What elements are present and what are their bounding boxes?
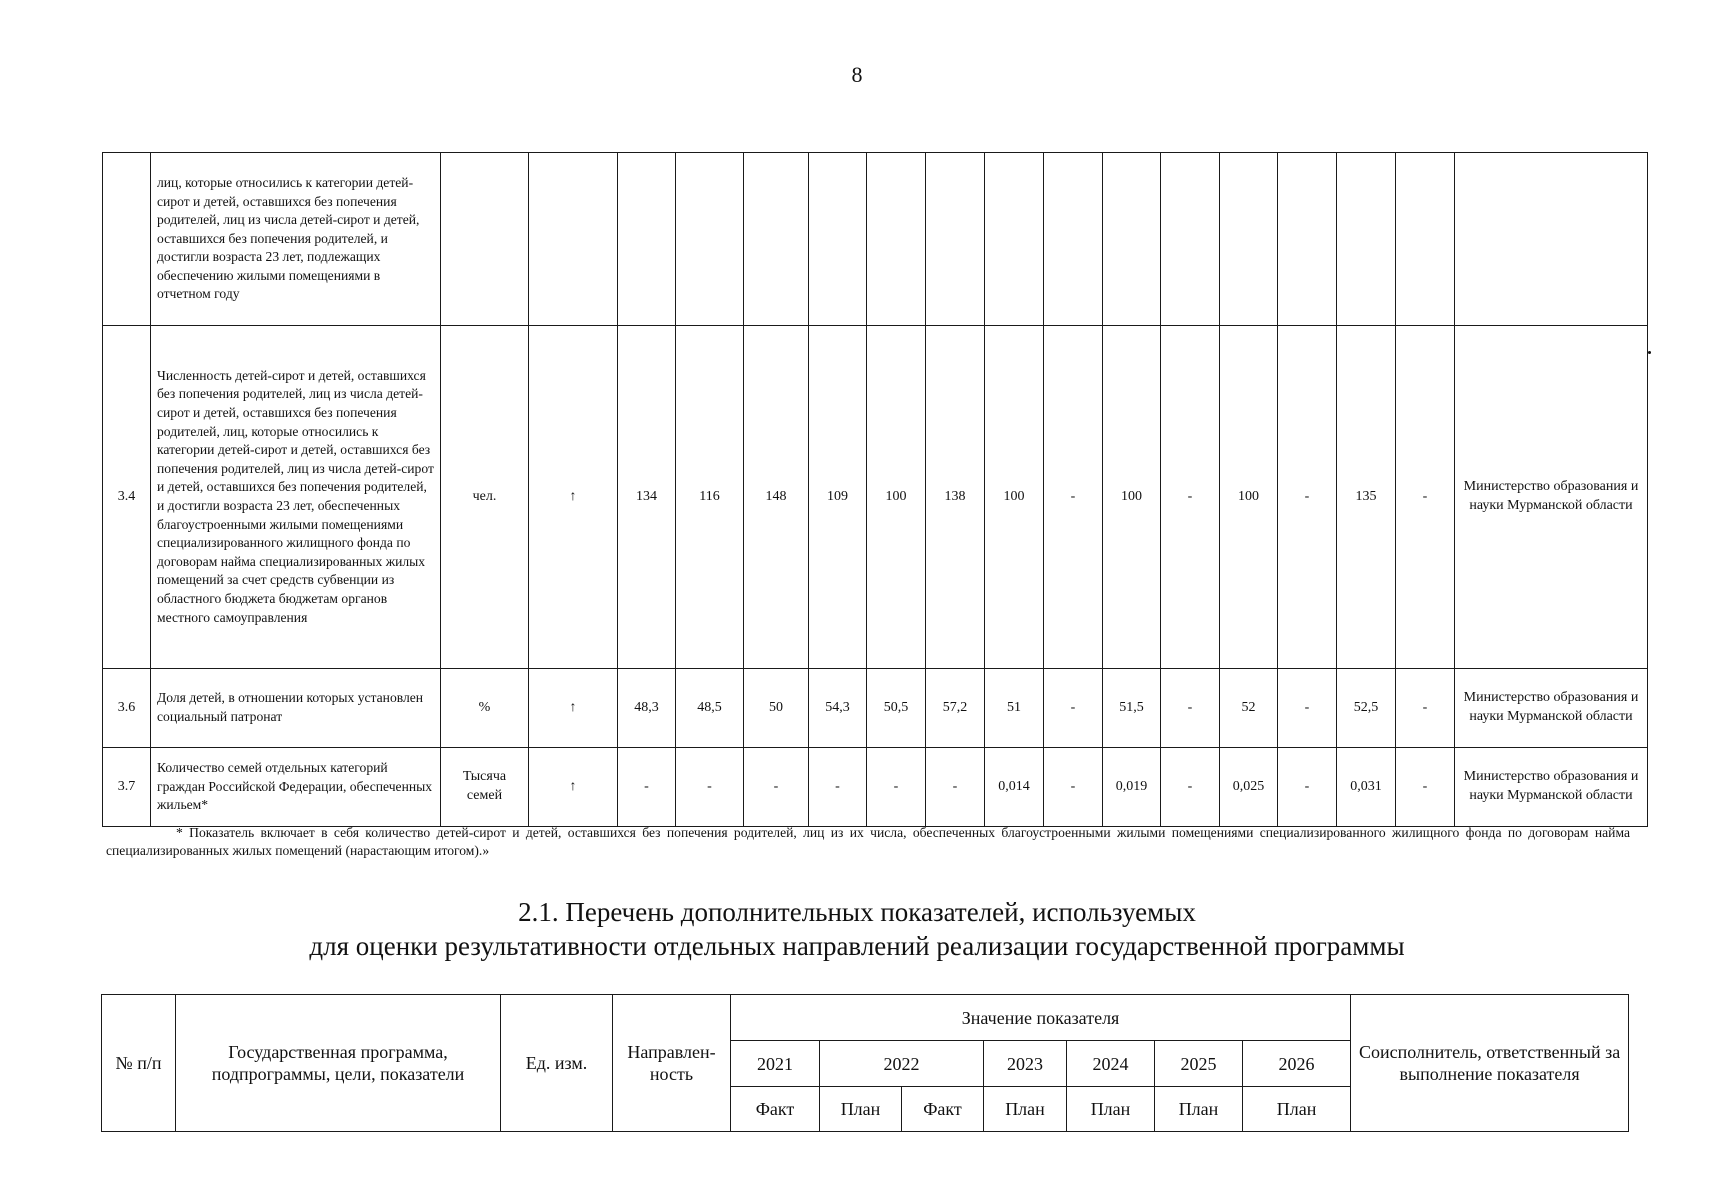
table-row <box>103 748 1648 827</box>
row-value: - <box>1044 748 1103 827</box>
row-value: - <box>1278 326 1337 669</box>
row-unit: % <box>441 669 529 748</box>
header-kind: Факт <box>731 1087 820 1132</box>
row-value: - <box>1396 669 1455 748</box>
row-name: Количество семей отдельных категорий граждан Российской Федерации, обеспеченных жильем* <box>151 748 441 827</box>
header-year: 2021 <box>731 1041 820 1087</box>
header-value-group: Значение показателя <box>731 995 1351 1041</box>
row-value: 51,5 <box>1103 669 1161 748</box>
row-value: 0,025 <box>1220 748 1278 827</box>
row-unit <box>441 153 529 326</box>
row-value <box>676 153 744 326</box>
header-kind: План <box>1155 1087 1243 1132</box>
row-value <box>618 153 676 326</box>
row-value: 48,3 <box>618 669 676 748</box>
header-num: № п/п <box>102 995 176 1132</box>
header-year: 2026 <box>1243 1041 1351 1087</box>
row-unit: чел. <box>441 326 529 669</box>
row-value: 100 <box>1220 326 1278 669</box>
row-name: лиц, которые относились к категории детей-сирот и детей, оставшихся без попечения родителей, лиц из числа детей-сирот и детей, оставшихся без попечения родителей, и достигли возраста 23 лет, подлежащих обеспечению жилыми помещениями в отчетном году <box>151 153 441 326</box>
row-value <box>985 153 1044 326</box>
row-value: 148 <box>744 326 809 669</box>
row-name: Доля детей, в отношении которых установлен социальный патронат <box>151 669 441 748</box>
row-value: - <box>676 748 744 827</box>
header-year: 2022 <box>820 1041 984 1087</box>
row-value: 50,5 <box>867 669 926 748</box>
row-value: - <box>867 748 926 827</box>
row-value <box>1044 153 1103 326</box>
header-name: Государственная программа, подпрограммы, цели, показатели <box>176 995 501 1132</box>
header-responsible: Соисполнитель, ответственный за выполнение показателя <box>1351 995 1629 1132</box>
row-value: - <box>926 748 985 827</box>
row-value: 109 <box>809 326 867 669</box>
header-kind: План <box>1067 1087 1155 1132</box>
indicators-table <box>102 152 1648 827</box>
row-value: 0,014 <box>985 748 1044 827</box>
row-responsible: Министерство образования и науки Мурманской области <box>1455 748 1648 827</box>
row-num: 3.4 <box>103 326 151 669</box>
table-row <box>103 669 1648 748</box>
row-num: 3.7 <box>103 748 151 827</box>
row-direction: ↑ <box>529 748 618 827</box>
row-value: - <box>1396 748 1455 827</box>
header-direction: Направлен-ность <box>613 995 731 1132</box>
row-value: - <box>1161 748 1220 827</box>
section-title <box>0 895 1714 963</box>
row-value: - <box>1044 669 1103 748</box>
row-responsible: Министерство образования и науки Мурманской области <box>1455 669 1648 748</box>
row-value: 54,3 <box>809 669 867 748</box>
row-value <box>744 153 809 326</box>
row-value: 134 <box>618 326 676 669</box>
row-value: 100 <box>1103 326 1161 669</box>
row-value: - <box>1278 748 1337 827</box>
row-value: 138 <box>926 326 985 669</box>
row-unit: Тысяча семей <box>441 748 529 827</box>
header-year: 2024 <box>1067 1041 1155 1087</box>
row-value: 51 <box>985 669 1044 748</box>
header-year: 2025 <box>1155 1041 1243 1087</box>
row-value: 48,5 <box>676 669 744 748</box>
scan-dot <box>1648 351 1651 354</box>
row-value: 50 <box>744 669 809 748</box>
row-value <box>867 153 926 326</box>
row-direction: ↑ <box>529 326 618 669</box>
table-row <box>103 153 1648 326</box>
header-unit: Ед. изм. <box>501 995 613 1132</box>
row-num: 3.6 <box>103 669 151 748</box>
row-value: - <box>1161 326 1220 669</box>
page-number: 8 <box>851 62 863 87</box>
footnote: * Показатель включает в себя количество детей-сирот и детей, оставшихся без попечения родителей, лиц из их числа, обеспеченных благоустроенными жилыми помещениями специализированного жилищного фонда по договорам найма специализированных жилых помещений (нарастающим итогом).» <box>106 825 1630 858</box>
row-value: - <box>809 748 867 827</box>
row-value: 100 <box>867 326 926 669</box>
row-value: 52,5 <box>1337 669 1396 748</box>
table-row <box>103 326 1648 669</box>
header-kind: Факт <box>902 1087 984 1132</box>
header-kind: План <box>1243 1087 1351 1132</box>
row-value <box>1161 153 1220 326</box>
row-responsible <box>1455 153 1648 326</box>
row-value <box>926 153 985 326</box>
row-value <box>809 153 867 326</box>
row-value: - <box>1161 669 1220 748</box>
header-year: 2023 <box>984 1041 1067 1087</box>
additional-indicators-header-table <box>101 994 1629 1132</box>
header-kind: План <box>984 1087 1067 1132</box>
row-value: 0,031 <box>1337 748 1396 827</box>
section-title-line2: для оценки результативности отдельных направлений реализации государственной программы <box>309 931 1405 961</box>
row-value <box>1278 153 1337 326</box>
row-value: - <box>1278 669 1337 748</box>
row-name: Численность детей-сирот и детей, оставшихся без попечения родителей, лиц из числа детей-сирот и детей, оставшихся без попечения родителей, лиц, которые относились к категории детей-сирот и детей, оставшихся без попечения родителей, лиц из числа детей-сирот и детей, оставшихся без попечения родителей, и достигли возраста 23 лет, обеспеченных благоустроенными жилыми помещениями специализированного жилищного фонда по договорам найма специализированных жилых помещений за счет средств субвенции из областного бюджета бюджетам органов местного самоуправления <box>151 326 441 669</box>
row-value: - <box>1396 326 1455 669</box>
row-value <box>1396 153 1455 326</box>
row-responsible: Министерство образования и науки Мурманской области <box>1455 326 1648 669</box>
row-value <box>1337 153 1396 326</box>
header-kind: План <box>820 1087 902 1132</box>
row-num <box>103 153 151 326</box>
row-value: - <box>744 748 809 827</box>
row-value <box>1220 153 1278 326</box>
row-value: 100 <box>985 326 1044 669</box>
row-value: 0,019 <box>1103 748 1161 827</box>
row-direction <box>529 153 618 326</box>
section-title-line1: 2.1. Перечень дополнительных показателей, используемых <box>518 897 1196 927</box>
row-value: - <box>1044 326 1103 669</box>
row-value: 135 <box>1337 326 1396 669</box>
row-value: - <box>618 748 676 827</box>
row-value: 52 <box>1220 669 1278 748</box>
row-value <box>1103 153 1161 326</box>
row-direction: ↑ <box>529 669 618 748</box>
row-value: 57,2 <box>926 669 985 748</box>
row-value: 116 <box>676 326 744 669</box>
